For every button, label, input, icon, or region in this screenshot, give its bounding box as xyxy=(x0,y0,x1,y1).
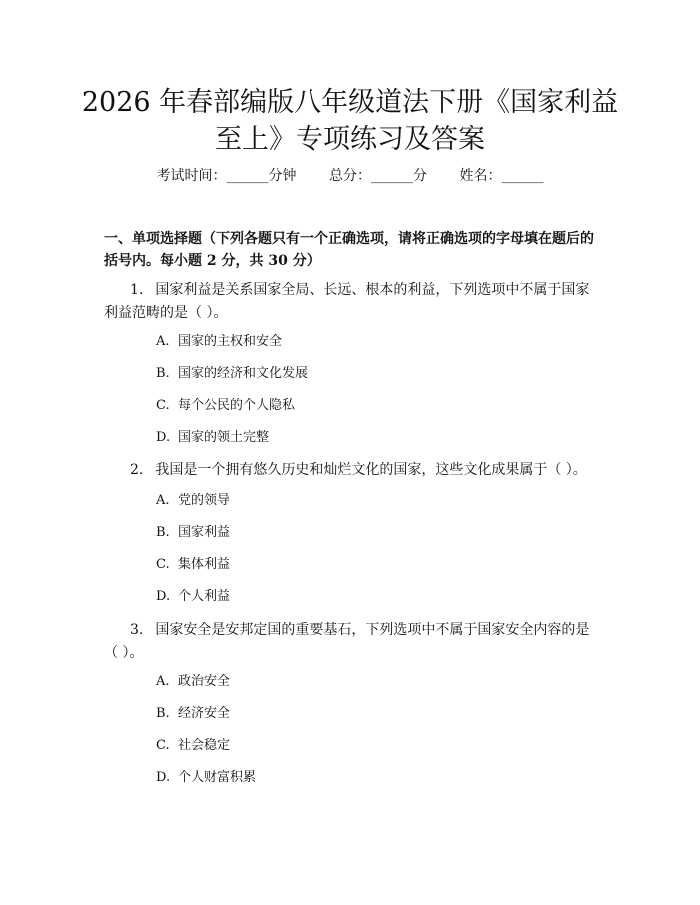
option-letter: D. xyxy=(156,430,171,445)
document-title-line-2: 至上》专项练习及答案 xyxy=(215,124,485,155)
option-letter: D. xyxy=(156,589,171,604)
question-2-option-b xyxy=(156,523,230,543)
question-3-option-b xyxy=(156,704,230,724)
question-text: 国家利益是关系国家全局、长远、根本的利益，下列选项中不属于国家利益范畴的是（ ）。 xyxy=(104,282,590,321)
student-name-field: 姓名：______ xyxy=(459,168,544,184)
option-letter: B. xyxy=(156,525,170,540)
question-2-option-d xyxy=(156,587,230,607)
option-letter: C. xyxy=(156,557,170,572)
question-3-option-c xyxy=(156,736,230,756)
question-1-option-a xyxy=(156,332,282,352)
question-2 xyxy=(104,459,600,482)
option-letter: C. xyxy=(156,398,170,413)
option-text: 国家的经济和文化发展 xyxy=(178,366,309,381)
option-text: 国家利益 xyxy=(178,525,231,540)
document-title-line-1: 2026 年春部编版八年级道法下册《国家利益 xyxy=(81,87,619,118)
question-number: 1. xyxy=(130,282,144,298)
option-text: 每个公民的个人隐私 xyxy=(178,398,296,413)
option-text: 国家的领土完整 xyxy=(178,430,270,445)
question-number: 3. xyxy=(130,622,144,638)
option-text: 党的领导 xyxy=(178,493,231,508)
option-letter: C. xyxy=(156,738,170,753)
option-letter: A. xyxy=(156,674,170,689)
question-1-option-b xyxy=(156,364,308,384)
question-3-option-d xyxy=(156,768,256,788)
question-1-option-c xyxy=(156,396,295,416)
question-text: 我国是一个拥有悠久历史和灿烂文化的国家，这些文化成果属于（ ）。 xyxy=(155,462,587,478)
question-3 xyxy=(104,619,600,665)
question-3-option-a xyxy=(156,672,230,692)
question-2-option-c xyxy=(156,555,230,575)
exam-time-field: 考试时间：______分钟 xyxy=(156,168,297,184)
option-letter: A. xyxy=(156,493,170,508)
question-number: 2. xyxy=(130,462,144,478)
question-1-option-d xyxy=(156,428,269,448)
option-text: 个人财富积累 xyxy=(178,770,257,785)
total-score-field: 总分：______分 xyxy=(329,168,427,184)
option-text: 社会稳定 xyxy=(178,738,231,753)
option-letter: A. xyxy=(156,334,170,349)
option-text: 经济安全 xyxy=(178,706,231,721)
question-text: 国家安全是安邦定国的重要基石，下列选项中不属于国家安全内容的是（ ）。 xyxy=(104,622,590,661)
exam-info xyxy=(0,166,700,186)
option-letter: B. xyxy=(156,366,170,381)
section-heading: 一、单项选择题（下列各题只有一个正确选项，请将正确选项的字母填在题后的括号内。每小题 2 分，共 30 分） xyxy=(104,231,594,269)
question-1 xyxy=(104,279,600,325)
question-2-option-a xyxy=(156,491,230,511)
option-letter: B. xyxy=(156,706,170,721)
option-text: 集体利益 xyxy=(178,557,231,572)
option-letter: D. xyxy=(156,770,171,785)
option-text: 国家的主权和安全 xyxy=(178,334,283,349)
option-text: 个人利益 xyxy=(178,589,231,604)
option-text: 政治安全 xyxy=(178,674,231,689)
